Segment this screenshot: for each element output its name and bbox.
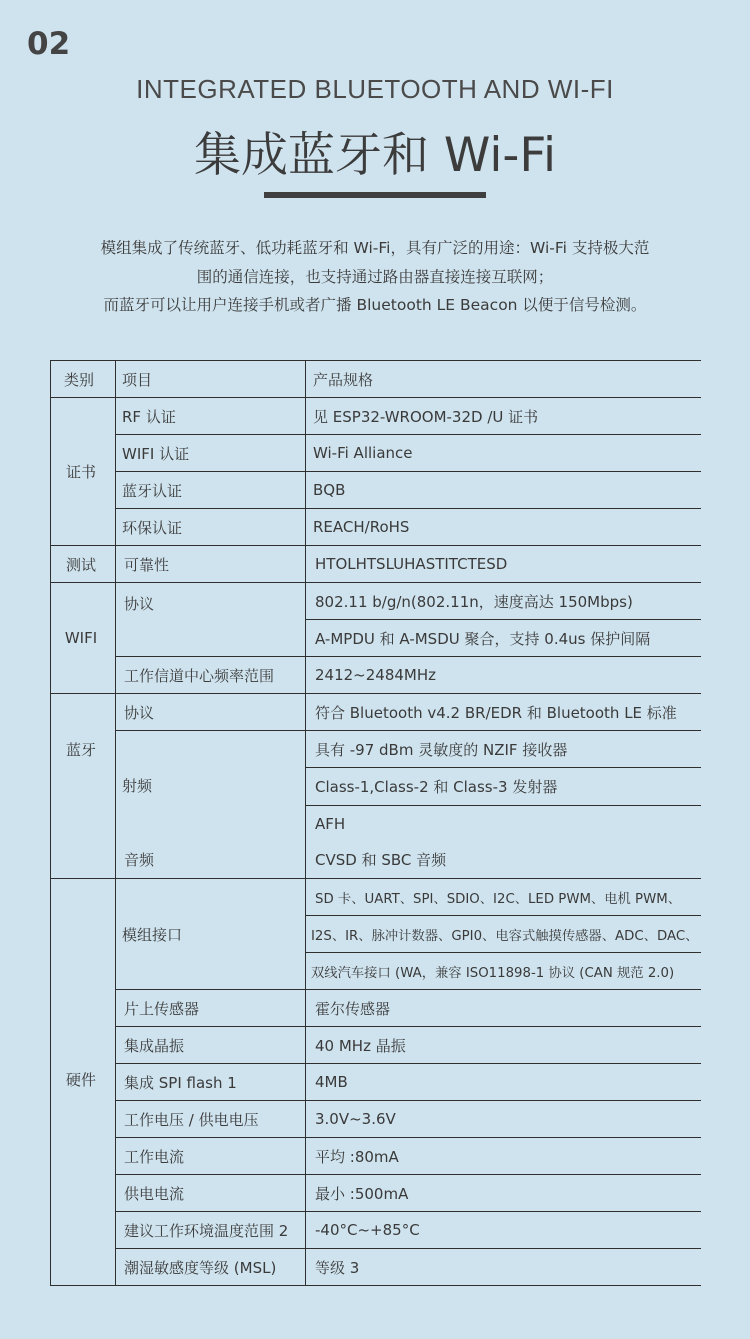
header-category: 类别 bbox=[51, 361, 116, 398]
english-subtitle: INTEGRATED BLUETOOTH AND WI-FI bbox=[136, 74, 614, 104]
table-row bbox=[51, 1212, 701, 1249]
category-bluetooth: 蓝牙 bbox=[51, 694, 116, 879]
title-underline bbox=[264, 192, 486, 198]
category-test: 测试 bbox=[51, 546, 116, 583]
item-cell: 片上传感器 bbox=[116, 990, 306, 1027]
table-row bbox=[51, 398, 701, 435]
spec-cell: AFH bbox=[306, 805, 701, 842]
category-certificates: 证书 bbox=[51, 398, 116, 546]
spec-cell: 具有 -97 dBm 灵敏度的 NZIF 接收器 bbox=[306, 731, 701, 768]
spec-cell: A-MPDU 和 A-MSDU 聚合，支持 0.4us 保护间隔 bbox=[306, 620, 701, 657]
table-row bbox=[51, 990, 701, 1027]
spec-cell: 霍尔传感器 bbox=[306, 990, 701, 1027]
item-cell: 集成晶振 bbox=[116, 1027, 306, 1064]
item-cell: 协议 bbox=[116, 694, 306, 731]
spec-cell: Class-1,Class-2 和 Class-3 发射器 bbox=[306, 768, 701, 805]
spec-cell: 最小 :500mA bbox=[306, 1175, 701, 1212]
table-row bbox=[51, 694, 701, 731]
item-cell: RF 认证 bbox=[116, 398, 306, 435]
item-cell: 协议 bbox=[116, 583, 306, 657]
item-cell: 模组接口 bbox=[116, 879, 306, 990]
item-cell: 潮湿敏感度等级 (MSL) bbox=[116, 1249, 306, 1286]
spec-cell: 40 MHz 晶振 bbox=[306, 1027, 701, 1064]
item-cell: 可靠性 bbox=[116, 546, 306, 583]
table-row bbox=[51, 731, 701, 768]
spec-cell: BQB bbox=[306, 472, 701, 509]
section-number: 02 bbox=[27, 26, 71, 62]
spec-cell: 符合 Bluetooth v4.2 BR/EDR 和 Bluetooth LE 标准 bbox=[306, 694, 701, 731]
table-row bbox=[51, 472, 701, 509]
table-row bbox=[51, 1175, 701, 1212]
table-row bbox=[51, 1027, 701, 1064]
spec-cell: 见 ESP32-WROOM-32D /U 证书 bbox=[306, 398, 701, 435]
item-cell: 建议工作环境温度范围 2 bbox=[116, 1212, 306, 1249]
item-cell-group bbox=[116, 731, 306, 879]
spec-cell: 4MB bbox=[306, 1064, 701, 1101]
spec-cell: 等级 3 bbox=[306, 1249, 701, 1286]
spec-cell: 802.11 b/g/n(802.11n，速度高达 150Mbps) bbox=[306, 583, 701, 620]
item-cell: 工作信道中心频率范围 bbox=[116, 657, 306, 694]
header-spec: 产品规格 bbox=[306, 361, 701, 398]
category-wifi: WIFI bbox=[51, 583, 116, 694]
table-row bbox=[51, 1101, 701, 1138]
spec-table bbox=[50, 360, 701, 1286]
item-cell: 环保认证 bbox=[116, 509, 306, 546]
intro-line: 围的通信连接，也支持通过路由器直接连接互联网； bbox=[196, 267, 554, 286]
spec-cell: 平均 :80mA bbox=[306, 1138, 701, 1175]
item-cell: 射频 bbox=[122, 777, 153, 795]
intro-line: 模组集成了传统蓝牙、低功耗蓝牙和 Wi-Fi，具有广泛的用途：Wi-Fi 支持极大范 bbox=[100, 239, 650, 257]
spec-cell: CVSD 和 SBC 音频 bbox=[306, 842, 701, 879]
spec-cell: HTOLHTSLUHASTITCTESD bbox=[306, 546, 701, 583]
spec-cell: SD 卡、UART、SPI、SDIO、I2C、LED PWM、电机 PWM、 bbox=[306, 879, 701, 916]
spec-cell: -40°C~+85°C bbox=[306, 1212, 701, 1249]
table-row bbox=[51, 509, 701, 546]
spec-cell: I2S、IR、脉冲计数器、GPI0、电容式触摸传感器、ADC、DAC、 bbox=[306, 916, 701, 953]
table-row bbox=[51, 657, 701, 694]
table-row bbox=[51, 1138, 701, 1175]
item-cell: 音频 bbox=[124, 851, 155, 869]
spec-cell: REACH/RoHS bbox=[306, 509, 701, 546]
table-row bbox=[51, 583, 701, 620]
item-cell: 蓝牙认证 bbox=[116, 472, 306, 509]
spec-cell: Wi-Fi Alliance bbox=[306, 435, 701, 472]
table-row bbox=[51, 1064, 701, 1101]
spec-cell: 3.0V~3.6V bbox=[306, 1101, 701, 1138]
table-row bbox=[51, 546, 701, 583]
table-row bbox=[51, 1249, 701, 1286]
spec-cell: 双线汽车接口 (WA，兼容 ISO11898-1 协议 (CAN 规范 2.0) bbox=[306, 953, 701, 990]
spec-cell: 2412~2484MHz bbox=[306, 657, 701, 694]
header-item: 项目 bbox=[116, 361, 306, 398]
page-title: 集成蓝牙和 Wi-Fi bbox=[193, 128, 557, 183]
item-cell: 集成 SPI flash 1 bbox=[116, 1064, 306, 1101]
intro-line: 而蓝牙可以让用户连接手机或者广播 Bluetooth LE Beacon 以便于信号检测。 bbox=[103, 296, 647, 314]
table-header-row bbox=[51, 361, 701, 398]
table-row bbox=[51, 879, 701, 916]
item-cell: 工作电压 / 供电电压 bbox=[116, 1101, 306, 1138]
item-cell: WIFI 认证 bbox=[116, 435, 306, 472]
item-cell: 工作电流 bbox=[116, 1138, 306, 1175]
category-hardware: 硬件 bbox=[51, 879, 116, 1286]
table-row bbox=[51, 435, 701, 472]
intro-paragraph bbox=[40, 234, 710, 320]
item-cell: 供电电流 bbox=[116, 1175, 306, 1212]
